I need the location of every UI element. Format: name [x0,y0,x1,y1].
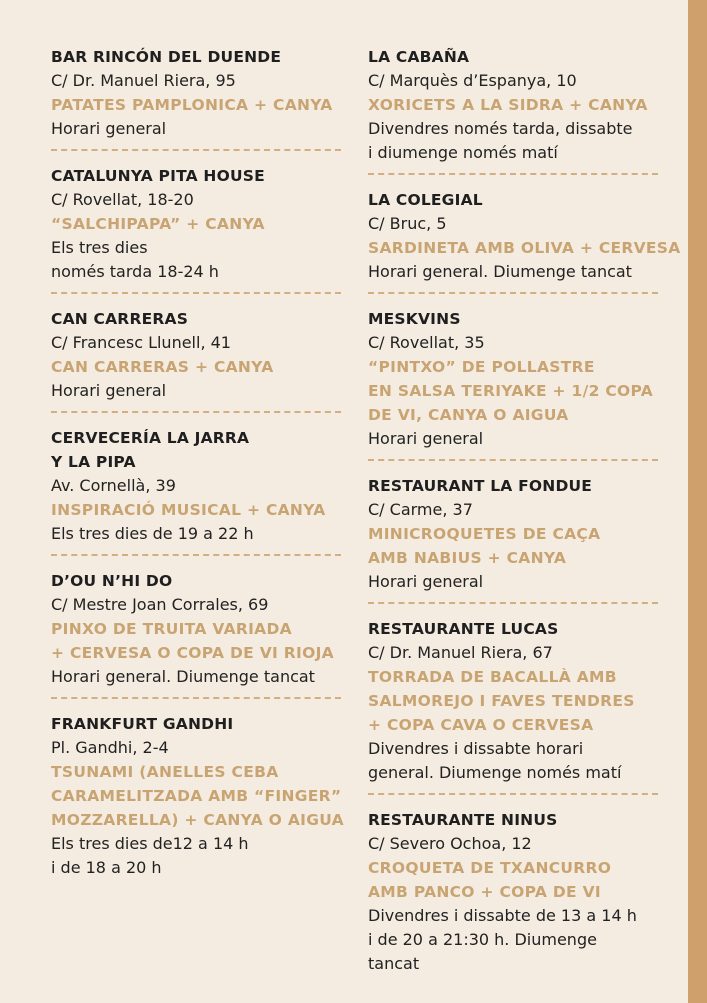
dashed-divider [51,554,341,556]
dashed-divider [51,411,341,413]
venue-name: RESTAURANTE NINUS [368,811,558,829]
venue-hours: Els tres dies de 19 a 22 h [51,524,254,543]
venue-entry [51,712,344,880]
venue-address: C/ Dr. Manuel Riera, 67 [368,643,553,662]
venue-offer: XORICETS A LA SIDRA + CANYA [368,96,648,114]
venue-entry [368,45,658,165]
dashed-divider [368,602,658,604]
venue-hours: i de 18 a 20 h [51,858,162,877]
venue-offer: SARDINETA AMB OLIVA + CERVESA [368,239,681,257]
venue-name: MESKVINS [368,310,461,328]
venue-name: BAR RINCÓN DEL DUENDE [51,48,282,66]
venue-address: C/ Rovellat, 35 [368,333,485,352]
venue-address: C/ Bruc, 5 [368,214,447,233]
venue-offer: EN SALSA TERIYAKE + 1/2 COPA [368,382,654,400]
venue-offer: SALMOREJO I FAVES TENDRES [368,692,635,710]
venue-entry [368,617,658,785]
venue-address: C/ Rovellat, 18-20 [51,190,194,209]
venue-name: RESTAURANT LA FONDUE [368,477,593,495]
venue-address: C/ Dr. Manuel Riera, 95 [51,71,236,90]
venue-hours: Horari general. Diumenge tancat [51,667,315,686]
left-column [51,45,344,880]
venue-offer: CAN CARRERAS + CANYA [51,358,274,376]
venue-name: Y LA PIPA [51,453,136,471]
venue-entry [368,808,658,976]
venue-name: LA COLEGIAL [368,191,483,209]
venue-address: Av. Cornellà, 39 [51,476,176,495]
venue-entry [51,307,341,403]
venue-hours: Horari general [51,381,167,400]
venue-name: RESTAURANTE LUCAS [368,620,559,638]
venue-offer: CROQUETA DE TXANCURRO [368,859,612,877]
venue-entry [51,426,341,546]
dashed-divider [51,149,341,151]
venue-name: FRANKFURT GANDHI [51,715,234,733]
dashed-divider [368,793,658,795]
dashed-divider [51,697,341,699]
venue-hours: Divendres i dissabte de 13 a 14 h [368,906,637,925]
venue-entry [368,307,658,451]
side-bar [688,0,707,1003]
venue-address: C/ Carme, 37 [368,500,473,519]
venue-offer: TORRADA DE BACALLÀ AMB [368,668,617,686]
venue-hours: Els tres dies de12 a 14 h [51,834,249,853]
venue-hours: Horari general [368,429,484,448]
venue-address: C/ Mestre Joan Corrales, 69 [51,595,269,614]
venue-offer: AMB NABIUS + CANYA [368,549,567,567]
venue-name: CAN CARRERAS [51,310,189,328]
venue-hours: Horari general [51,119,167,138]
venue-hours: tancat [368,954,420,973]
venue-entry [51,45,341,141]
dashed-divider [368,292,658,294]
right-column [368,45,681,976]
dashed-divider [368,173,658,175]
venue-address: C/ Severo Ochoa, 12 [368,834,532,853]
venue-hours: general. Diumenge només matí [368,763,622,782]
dashed-divider [51,292,341,294]
venue-hours: només tarda 18-24 h [51,262,219,281]
venue-entry [368,474,658,594]
venue-offer: MOZZARELLA) + CANYA O AIGUA [51,811,344,829]
venue-name: CATALUNYA PITA HOUSE [51,167,265,185]
venue-offer: AMB PANCO + COPA DE VI [368,883,601,901]
venue-offer: CARAMELITZADA AMB “FINGER” [51,787,342,805]
venue-hours: Horari general [368,572,484,591]
venue-offer: DE VI, CANYA O AIGUA [368,406,569,424]
venue-hours: i diumenge només matí [368,143,558,162]
venue-entry [368,188,681,284]
venue-name: LA CABAÑA [368,48,470,66]
venue-offer: INSPIRACIÓ MUSICAL + CANYA [51,501,326,519]
venue-offer: + COPA CAVA O CERVESA [368,716,594,734]
venue-hours: Divendres només tarda, dissabte [368,119,633,138]
venue-name: D’OU N’HI DO [51,572,173,590]
venue-name: CERVECERÍA LA JARRA [51,429,250,447]
venue-hours: i de 20 a 21:30 h. Diumenge [368,930,597,949]
venue-hours: Horari general. Diumenge tancat [368,262,632,281]
venue-hours: Els tres dies [51,238,148,257]
venue-address: C/ Francesc Llunell, 41 [51,333,231,352]
venue-offer: “SALCHIPAPA” + CANYA [51,215,265,233]
venue-hours: Divendres i dissabte horari [368,739,584,758]
venue-offer: PATATES PAMPLONICA + CANYA [51,96,333,114]
dashed-divider [368,459,658,461]
venue-address: Pl. Gandhi, 2-4 [51,738,169,757]
venue-offer: + CERVESA O COPA DE VI RIOJA [51,644,334,662]
venue-offer: PINXO DE TRUITA VARIADA [51,620,292,638]
venue-offer: MINICROQUETES DE CAÇA [368,525,601,543]
venue-address: C/ Marquès d’Espanya, 10 [368,71,577,90]
venue-offer: TSUNAMI (ANELLES CEBA [51,763,279,781]
venue-entry [51,569,341,689]
venue-entry [51,164,341,284]
venue-offer: “PINTXO” DE POLLASTRE [368,358,595,376]
